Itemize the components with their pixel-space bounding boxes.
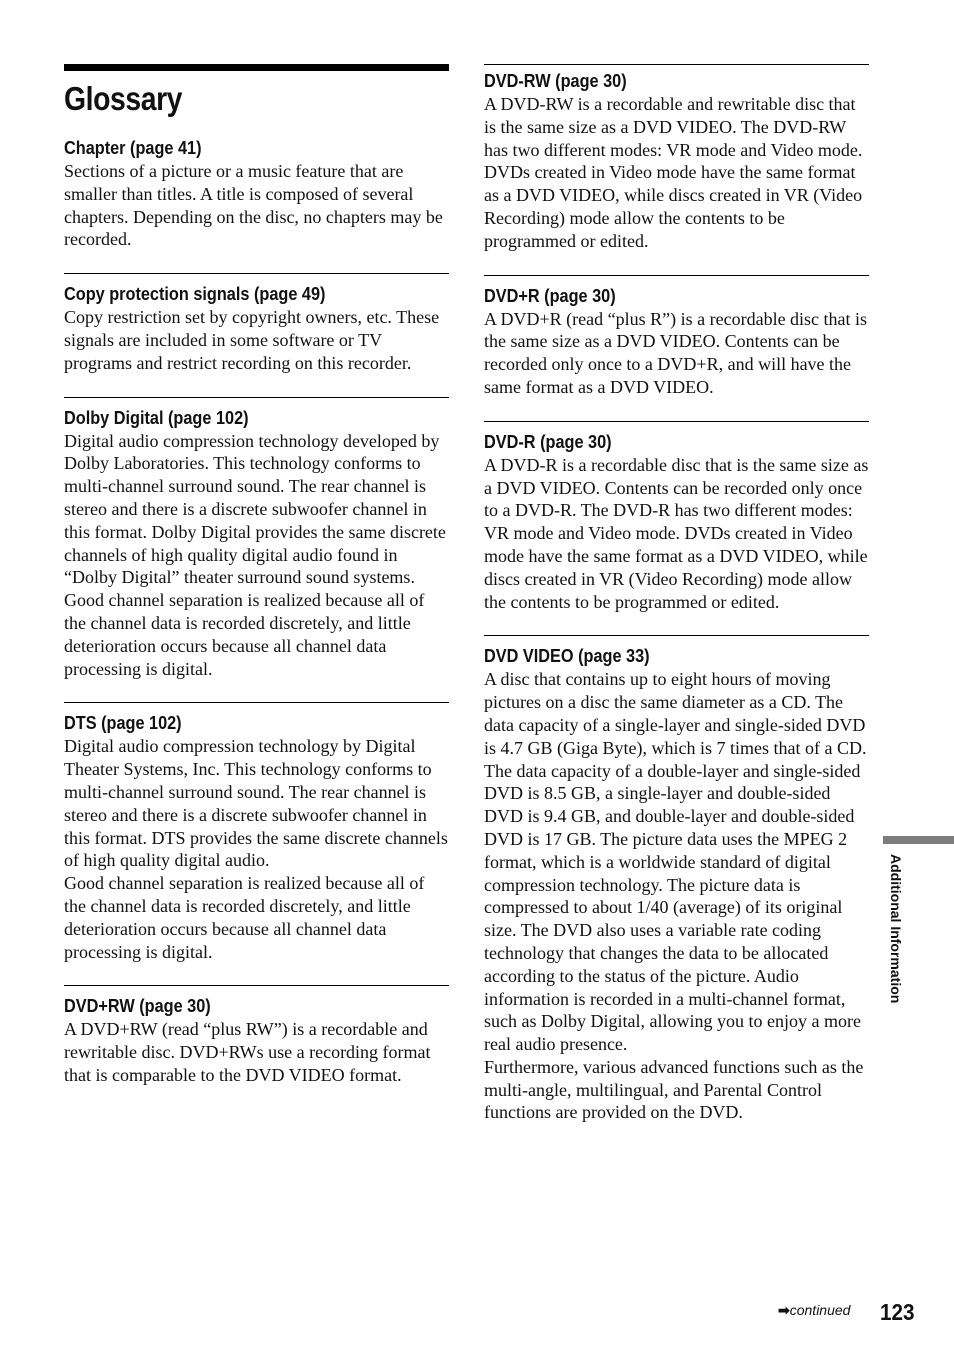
right-column [484, 64, 869, 1146]
glossary-entry-chapter [64, 136, 449, 251]
section-tab-text: Additional Information [888, 854, 904, 1004]
glossary-entry-dts [64, 702, 449, 963]
continued-label: continued [789, 1302, 851, 1318]
entry-body: Sections of a picture or a music feature that are smaller than titles. A title is composed of several chapters. Depending on the disc, no chapters may be recorded. [64, 161, 443, 250]
entry-body: A disc that contains up to eight hours of moving pictures on a disc the same diameter as a CD. The data capacity of a single-layer and single-sided DVD is 4.7 GB (Giga Byte), which is 7 times that of a CD. The data capacity of a double-layer and single-sided DVD is 8.5 GB, a single-layer and double-sided DVD is 9.4 GB, and double-layer and double-sided DVD is 17 GB. The picture data uses the MPEG 2 format, which is a worldwide standard of digital compression technology. The picture data is compressed to about 1/40 (average) of its original size. The DVD also uses a variable rate coding technology that changes the data to be allocated according to the status of the picture. Audio information is recorded in a multi-channel format, such as Dolby Digital, allowing you to enjoy a more real audio presence. [484, 669, 867, 1055]
glossary-entry-dvd-plus-rw [64, 985, 449, 1086]
continued-note [778, 1300, 850, 1320]
arrow-right-icon: ➡ [778, 1302, 790, 1318]
entry-heading: Copy protection signals (page 49) [64, 283, 326, 305]
entry-heading: Dolby Digital (page 102) [64, 406, 249, 428]
entry-heading: DTS (page 102) [64, 712, 182, 734]
section-tab-marker [883, 836, 954, 844]
entry-body: Digital audio compression technology by Digital Theater Systems, Inc. This technology conforms to multi-channel surround sound. The rear channel is stereo and there is a discrete subwoofer channel in this format. DTS provides the same discrete channels of high quality digital audio. [64, 736, 448, 871]
entry-body-continued: Good channel separation is realized because all of the channel data is recorded discretely, and little deterioration occurs because all channel data processing is digital. [64, 873, 425, 962]
entry-heading: DVD-R (page 30) [484, 430, 612, 452]
section-tab-label [884, 854, 908, 1024]
entry-heading: DVD+R (page 30) [484, 284, 616, 306]
glossary-entry-dolby-digital [64, 397, 449, 681]
entry-heading: DVD-RW (page 30) [484, 70, 627, 91]
glossary-entry-dvd-video [484, 635, 869, 1124]
entry-heading: Chapter (page 41) [64, 137, 202, 158]
entry-body: A DVD+RW (read “plus RW”) is a recordable and rewritable disc. DVD+RWs use a recording format that is comparable to the DVD VIDEO format. [64, 1019, 431, 1085]
entry-body: A DVD-R is a recordable disc that is the same size as a DVD VIDEO. Contents can be recorded only once to a DVD-R. The DVD-R has two different modes: VR mode and Video mode. DVDs created in Video mode have the same format as a DVD VIDEO, while discs created in VR (Video Recording) mode allow the contents to be programmed or edited. [484, 454, 869, 612]
left-column [64, 64, 449, 1109]
glossary-entry-dvd-plus-r [484, 275, 869, 399]
page-number: 123 [880, 1299, 915, 1325]
entry-body-continued: Furthermore, various advanced functions such as the multi-angle, multilingual, and Parental Control functions are provided on the DVD. [484, 1056, 864, 1123]
page-title: Glossary [64, 80, 183, 117]
entry-body: A DVD+R (read “plus R”) is a recordable disc that is the same size as a DVD VIDEO. Contents can be recorded only once to a DVD+R, and will have the same format as a DVD VIDEO. [484, 308, 868, 397]
title-rule [64, 64, 449, 71]
entry-heading: DVD+RW (page 30) [64, 995, 211, 1017]
entry-body: Digital audio compression technology developed by Dolby Laboratories. This technology conforms to multi-channel surround sound. The rear channel is stereo and there is a discrete subwoofer channel in this format. Dolby Digital provides the same discrete channels of high quality digital audio found in “Dolby Digital” theater surround sound systems. Good channel separation is realized because all of the channel data is recorded discretely, and little deterioration occurs because all channel data processing is digital. [64, 430, 446, 679]
entry-body: A DVD-RW is a recordable and rewritable disc that is the same size as a DVD VIDEO. The DVD-RW has two different modes: VR mode and Video mode. DVDs created in Video mode have the same format as a DVD VIDEO, while discs created in VR (Video Recording) mode allow the contents to be programmed or edited. [484, 94, 863, 251]
glossary-entry-copy-protection [64, 273, 449, 374]
entry-heading: DVD VIDEO (page 33) [484, 645, 650, 667]
entry-body: Copy restriction set by copyright owners, etc. These signals are included in some software or TV programs and restrict recording on this recorder. [64, 307, 440, 373]
glossary-entry-dvd-rw [484, 64, 869, 253]
glossary-entry-dvd-r [484, 421, 869, 614]
